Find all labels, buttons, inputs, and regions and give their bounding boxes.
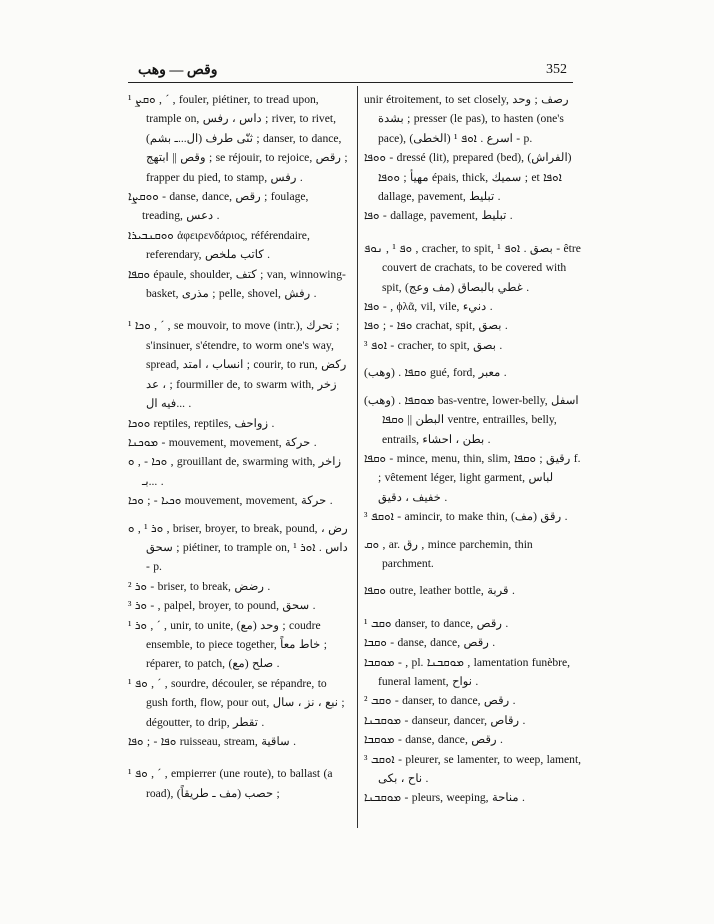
dictionary-entry: ܡܘܩܒܐ - danse, dance, رقص .	[364, 733, 503, 747]
dictionary-entry: ܘܟܐ - , ܘ , grouillant de, swarming with, زاخر بـ... .	[128, 455, 342, 488]
dictionary-entry: ܐܘܩܦ ³ - amincir, to make thin, (مف) رقق .	[364, 510, 568, 524]
dictionary-entry: ܡܘܩܒܢܐ - danseur, dancer, رقاص .	[364, 713, 526, 727]
dictionary-entry: ܐܘܩܒ ³ - pleurer, se lamenter, to weep, lament, ناح ، بكى .	[364, 752, 582, 785]
dictionary-entry: ܘܪ ³ - , palpel, broyer, to pound, سحق .	[128, 599, 316, 613]
dictionary-entry: ܘܩܦܐ - mince, menu, thin, slim, رقيق ; ܘܩܦܐ f. ; vêtement léger, light garment, لباس خفيف ، دقيق .	[364, 451, 581, 504]
dictionary-entry: ܡܘܩܒܢܐ - pleurs, weeping, مناحة .	[364, 791, 525, 805]
dictionary-entry: ܘܩܨ ¹ , ˊ , fouler, piétiner, to tread upon, trample on, داس ، رفس ; river, to rivet, ثنّى طرف (ال...ـ بشم) ; danser, to dance, وقص || ابتهج ; se réjouir, to rejoice, رقص ; frapper du pied, to stamp, رفس .	[128, 93, 348, 184]
dictionary-entry: ܘܦܐ - , ϕλᾶ, vil, vile, دنيء .	[364, 300, 493, 314]
left-column	[128, 90, 352, 803]
running-header	[128, 60, 573, 83]
dictionary-entry: ܘܩܦܐ épaule, shoulder, كتف ; van, winnowing-basket, مذرى ; pelle, shovel, رفش .	[128, 267, 346, 301]
page-number: 352	[546, 62, 567, 77]
dictionary-entry: ܘܪ ¹ , ˊ , unir, to unite, (مع) وحد ; coudre ensemble, to piece together, خاط معاً ; réparer, to patch, (مع) صلح .	[128, 618, 327, 671]
header-headwords: وقص — وهب	[138, 63, 218, 78]
dictionary-entry: ܘܦ ¹ , ˊ , empierrer (une route), to ballast (a road), (مف ـ طريقاً) حصب ;	[128, 767, 333, 800]
right-column	[364, 90, 582, 808]
dictionary-entry: ܘܦܐ - ; ܘܦܐ crachat, spit, بصق .	[364, 319, 508, 333]
dictionary-entry: ܘܟܐ ¹ , ˊ , se mouvoir, to move (intr.), تحرك ; s'insinuer, s'étendre, to worm one's way, spread, انساب ، امتد ; courir, to run, ركض ، عد ; fourmiller de, to swarm with, زخر فيه ال... .	[128, 319, 347, 411]
dictionary-entry: ܘܪ ² - briser, to break, رضض .	[128, 579, 271, 593]
dictionary-entry: ܘܩܦܐ outre, leather bottle, قربة .	[364, 584, 515, 598]
dictionary-entry: ܘܟܝܐ - ; ܘܟܐ mouvement, movement, حركة .	[128, 494, 333, 508]
dictionary-entry: ܐܘܦ ³ - cracher, to spit, بصق .	[364, 338, 503, 352]
dictionary-entry: ܘܩܒܐ - danse, dance, رقص .	[364, 636, 496, 650]
dictionary-entry: ܘܦ ¹ , ܢܘܦ , cracher, to spit, بصق . ܐܘܦ ¹ - être couvert de crachats, to be covered with spit, (مف وعج) غطي بالبصاق .	[364, 241, 581, 294]
dictionary-entry: ܘܘܟܐ reptiles, reptiles, زواحف .	[128, 416, 275, 430]
dictionary-entry: ܘܦ ¹ , ˊ , sourdre, découler, se répandre, to gush forth, flow, pour out, نبع ، نز ، سال ; dégoutter, to drip, تقطر .	[128, 676, 345, 729]
dictionary-entry: ܡܘܟܢܐ - mouvement, movement, حركة .	[128, 435, 317, 449]
dictionary-entry: ܡܘܩܒܐ - , pl. ܡܘܩܒܢܐ , lamentation funèbre, funeral lament, نواح .	[364, 655, 571, 688]
dictionary-entry: (وهب) . ܡܘܩܦܐ bas-ventre, lower-belly, اسفل البطن || ܘܩܦܐ ventre, entrailles, belly, entrails, بطن ، احشاء .	[364, 393, 579, 446]
dictionary-entry: ܘܩܒ ² - danser, to dance, رقص .	[364, 694, 516, 708]
dictionary-entry: ܘܩ , ar. رق , mince parchemin, thin parchment.	[364, 537, 533, 570]
dictionary-entry: (وهب) . ܘܩܦܐ gué, ford, معبر .	[364, 366, 507, 380]
dictionary-entry: ܘܩܒ ¹ danser, to dance, رقص .	[364, 616, 509, 630]
dictionary-entry: ܘܪ ¹ , ܘ , briser, broyer, to break, pound, رض ، سحق ; piétiner, to trample on, داس . ܐܘܪ ¹ - p.	[128, 521, 348, 574]
dictionary-entry: ܘܦܐ - dallage, pavement, تبليط .	[364, 209, 513, 223]
dictionary-entry: ܘܘܩܢܒܝܪܐ ἀφειρενδάριος, référendaire, referendary, كاتب ملخص .	[128, 228, 310, 262]
dictionary-entry: ܘܦܐ - ; ܘܦܐ ruisseau, stream, ساقية .	[128, 735, 297, 748]
column-divider	[357, 86, 358, 828]
dictionary-entry: unir étroitement, to set closely, رصف ; وحد بشدة ; presser (le pas), to hasten (one's pace), (الخطى) اسرع . ܐܘܦ ¹ - p.	[364, 93, 569, 145]
dictionary-entry: ܘܘܩܨܐ - danse, dance, رقص ; foulage, treading, دعس .	[128, 190, 309, 223]
dictionary-entry: ܘܘܦܐ - dressé (lit), prepared (bed), (الفراش) مهيأ ; ܘܘܦܐ épais, thick, سميك ; et ܐܘܦܐ dallage, pavement, تبليط .	[364, 151, 572, 204]
